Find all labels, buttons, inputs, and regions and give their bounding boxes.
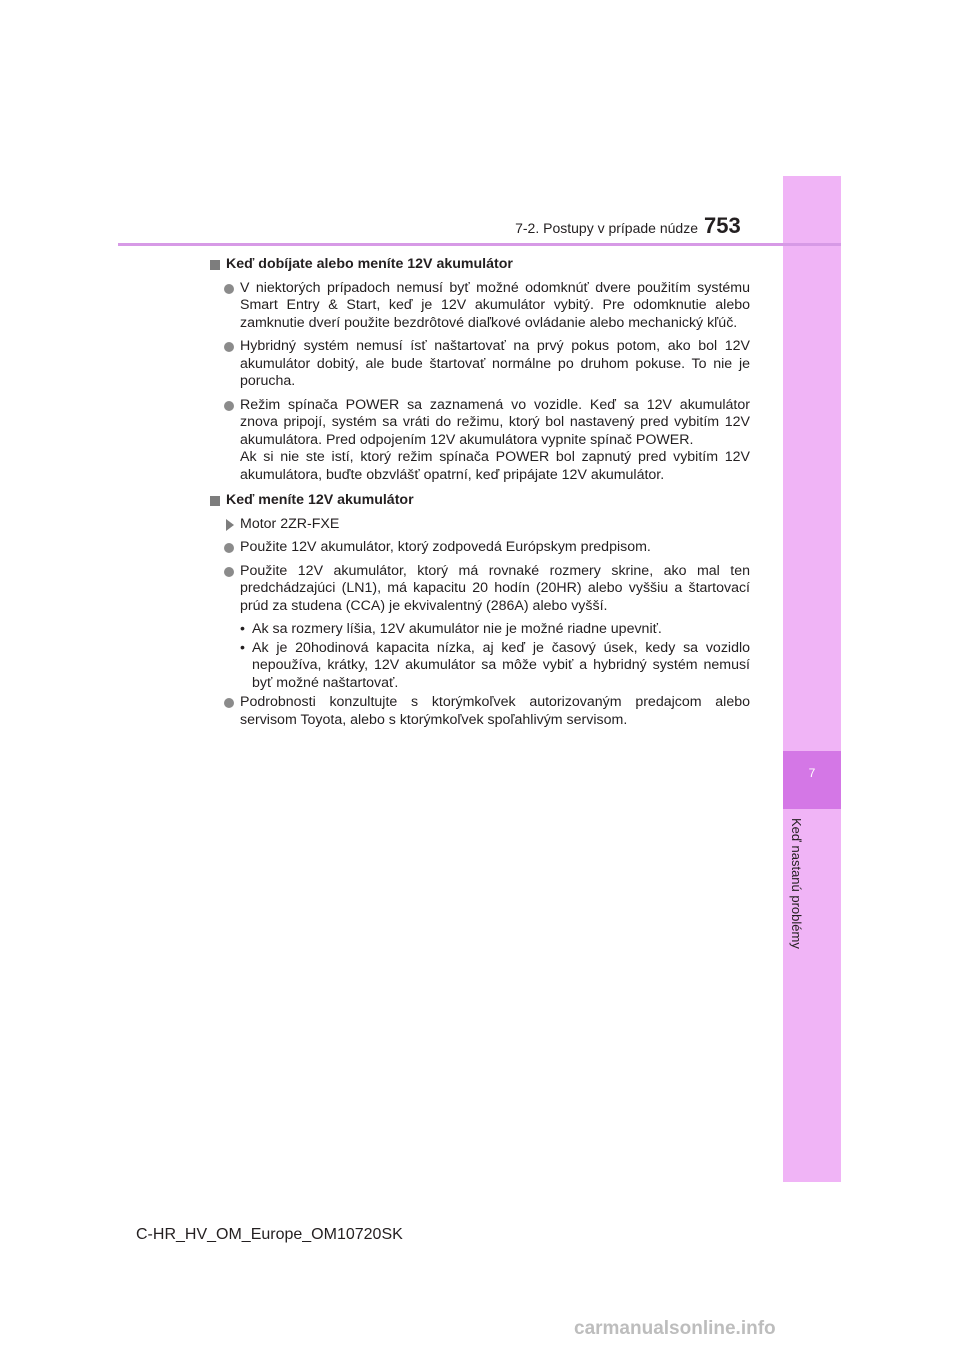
list-item — [210, 280, 750, 333]
list-item — [210, 338, 750, 391]
sub-list-item — [210, 640, 750, 693]
list-item — [210, 694, 750, 729]
section-title: 7-2. Postupy v prípade núdze — [515, 220, 698, 236]
chapter-label: Keď nastanú problémy — [789, 818, 804, 949]
triangle-right-icon — [226, 519, 234, 531]
header-divider — [118, 243, 841, 246]
page-content — [210, 256, 750, 735]
section-heading-text: Keď meníte 12V akumulátor — [226, 492, 414, 508]
small-bullet-icon: • — [240, 621, 245, 637]
section-heading — [210, 256, 750, 274]
list-item-text: Hybridný systém nemusí ísť naštartovať na prvý pokus potom, ako bol 12V akumulátor dobitý, ale bude štartovať normálne po druhom pokuse. To nie je porucha. — [240, 338, 750, 389]
circle-bullet-icon — [224, 698, 234, 708]
list-item — [210, 539, 750, 557]
subheading-text: Motor 2ZR-FXE — [240, 515, 340, 532]
list-item — [210, 563, 750, 616]
square-bullet-icon — [210, 496, 220, 506]
list-item-text: Použite 12V akumulátor, ktorý má rovnaké rozmery skrine, ako mal ten predchádzajúci (LN1), má kapacitu 20 hodín (20HR) alebo vyššiu a štartovací prúd za studena (CCA) je ekvivalentný (286A) alebo vyšší. — [240, 562, 750, 614]
list-item-text: Režim spínača POWER sa zaznamená vo vozidle. Keď sa 12V akumulátor znova pripojí, systém sa vráti do režimu, ktorý bol nastavený pred vybitím 12V akumulátora. Pred odpojením 12V akumulátora vypnite spínač POWER. — [240, 396, 750, 448]
list-item-text: V niektorých prípadoch nemusí byť možné odomknúť dvere použitím systému Smart Entry & Start, keď je 12V akumulátor vybitý. Pre odomknutie alebo zamknutie dverí použite bezdrôtové diaľkové ovládanie alebo mechanický kľúč. — [240, 279, 750, 331]
circle-bullet-icon — [224, 567, 234, 577]
list-item-text: Použite 12V akumulátor, ktorý zodpovedá Európskym predpisom. — [240, 539, 651, 555]
sub-list-item-text: Ak sa rozmery líšia, 12V akumulátor nie je možné riadne upevniť. — [252, 621, 662, 637]
circle-bullet-icon — [224, 284, 234, 294]
sub-list-item-text: Ak je 20hodinová kapacita nízka, aj keď je časový úsek, kedy sa vozidlo nepoužíva, krátky, 12V akumulátor sa môže vybiť a hybridný systém nemusí byť možné naštartovať. — [252, 639, 750, 691]
circle-bullet-icon — [224, 401, 234, 411]
watermark: carmanualsonline.info — [574, 1318, 776, 1339]
note-text: Ak si nie ste istí, ktorý režim spínača POWER bol zapnutý pred vybitím 12V akumulátora, buďte obzvlášť opatrní, keď pripájate 12V akumulátor. — [240, 449, 750, 483]
chapter-side-tab — [783, 176, 841, 1182]
chapter-number: 7 — [808, 766, 816, 780]
sub-list-item — [210, 621, 750, 639]
list-item — [210, 397, 750, 450]
section-heading-text: Keď dobíjate alebo meníte 12V akumulátor — [226, 256, 513, 272]
subheading — [210, 516, 750, 534]
page-number: 753 — [704, 213, 741, 238]
list-item-text: Podrobnosti konzultujte s ktorýmkoľvek autorizovaným predajcom alebo servisom Toyota, alebo s ktorýmkoľvek spoľahlivým servisom. — [240, 694, 750, 728]
section-heading — [210, 492, 750, 510]
circle-bullet-icon — [224, 543, 234, 553]
circle-bullet-icon — [224, 342, 234, 352]
small-bullet-icon: • — [240, 639, 245, 656]
list-item-note — [210, 449, 750, 484]
square-bullet-icon — [210, 260, 220, 270]
document-id: C-HR_HV_OM_Europe_OM10720SK — [136, 1226, 403, 1243]
